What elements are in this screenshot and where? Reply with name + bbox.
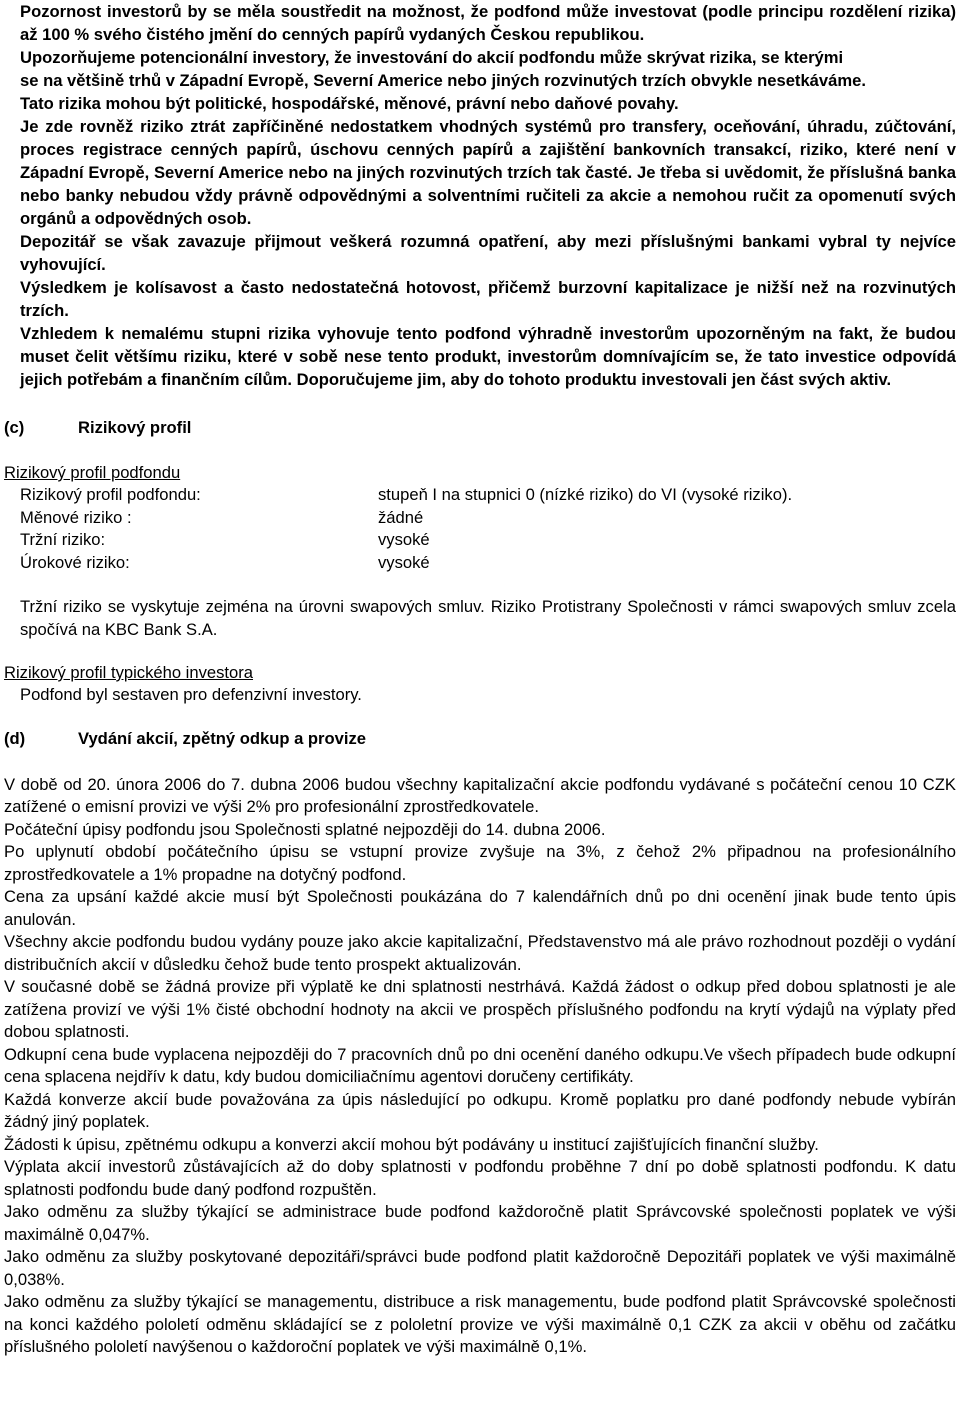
paragraph: Výplata akcií investorů zůstávajících až do doby splatnosti v podfondu proběhne 7 dní po době splatnosti podfondu. K datu splatnosti podfondu bude daný podfond rozpuštěn. <box>4 1157 956 1199</box>
row-key: Měnové riziko : <box>20 507 132 527</box>
table-row <box>20 507 956 530</box>
table-row <box>20 484 956 507</box>
section-number: (d) <box>4 728 26 748</box>
row-value: vysoké <box>378 552 430 572</box>
risk-profile-heading: Rizikový profil podfondu <box>4 463 181 482</box>
table-row <box>20 529 956 552</box>
paragraph: Upozorňujeme potencionální investory, že investování do akcií podfondu může skrývat rizika, se kterými <box>20 48 844 67</box>
section-number: (c) <box>4 418 25 437</box>
paragraph: Po uplynutí období počátečního úpisu se vstupní provize zvyšuje na 3%, z čehož 2% připadnou na profesionálního zprostředkovatele a 1% propadne na dotyčný podfond. <box>4 842 956 884</box>
paragraph: se na většině trhů v Západní Evropě, Severní Americe nebo jiných rozvinutých trzích obvykle nesetkáváme. <box>20 71 866 90</box>
paragraph: Pozornost investorů by se měla soustředit na možnost, že podfond může investovat (podle principu rozdělení rizika) až 100 % svého čistého jmění do cenných papírů vydaných Českou republikou. <box>20 2 956 44</box>
row-key: Tržní riziko: <box>20 530 106 549</box>
table-row <box>20 552 956 575</box>
paragraph: Žádosti k úpisu, zpětnému odkupu a konverzi akcií mohou být podávány u institucí zajišťujících finanční služby. <box>4 1134 819 1154</box>
paragraph: Odkupní cena bude vyplacena nejpozději do 7 pracovních dnů po dni ocenění daného odkupu.Ve všech případech bude odkupní cena splacena nejdřív k datu, kdy budou domiciliačnímu agentovi doručeny certifikáty. <box>4 1044 956 1086</box>
paragraph: Jako odměnu za služby poskytované depozitáři/správci bude podfond platit každoročně Depozitáři poplatek ve výši maximálně 0,038%. <box>4 1247 956 1289</box>
typical-investor-heading: Rizikový profil typického investora <box>4 663 254 682</box>
paragraph: Je zde rovněž riziko ztrát zapříčiněné nedostatkem vhodných systémů pro transfery, oceňování, úhradu, zúčtování, proces registrace cenných papírů, úschovu cenných papírů a zajištění bankovních transakcí, riziko, které není v Západní Evropě, Severní Americe nebo na jiných rozvinutých trzích tak časté. Je třeba si uvědomit, že příslušná banka nebo banky nebudou vždy právně odpovědnými a solventními ručiteli za akcie a nemohou ručit za opomenutí svých orgánů a odpovědných osob. <box>20 117 956 228</box>
section-title: Vydání akcií, zpětný odkup a provize <box>78 728 367 748</box>
paragraph: V současné době se žádná provize při výplatě ke dni splatnosti nestrhává. Každá žádost o odkup před dobou splatnosti je ale zatížena provizí ve výši 1% čisté obchodní hodnoty na akcii ve prospěch příslušného podfondu na krytí výdajů na výplaty před dobou splatnosti. <box>4 977 956 1041</box>
paragraph: Počáteční úpisy podfondu jsou Společnosti splatné nejpozději do 14. dubna 2006. <box>4 819 606 839</box>
row-key: Rizikový profil podfondu: <box>20 485 201 504</box>
paragraph: Vzhledem k nemalému stupni rizika vyhovuje tento podfond výhradně investorům upozorněným na fakt, že budou muset čelit většímu riziku, které v sobě nese tento produkt, investorům domnívajícím se, že tato investice odpovídá jejich potřebám a finančním cílům. Doporučujeme jim, aby do tohoto produktu investovali jen část svých aktiv. <box>20 324 956 389</box>
section-heading-c <box>4 416 956 439</box>
paragraph: Každá konverze akcií bude považována za úpis následující po odkupu. Kromě poplatku pro dané podfondy nebude vybírán žádný jiný poplatek. <box>4 1089 956 1131</box>
paragraph: Cena za upsání každé akcie musí být Společnosti poukázána do 7 kalendářních dnů po dni ocenění jinak bude tento úpis anulován. <box>4 887 956 929</box>
paragraph: Tato rizika mohou být politické, hospodářské, měnové, právní nebo daňové povahy. <box>20 94 679 113</box>
paragraph: Jako odměnu za služby týkající se administrace bude podfond každoročně platit Správcovské společnosti poplatek ve výši maximálně 0,047%. <box>4 1202 956 1244</box>
paragraph: Všechny akcie podfondu budou vydány pouze jako akcie kapitalizační, Představenstvo má ale právo rozhodnout později o vydání distribučních akcií v důsledku čehož bude tento prospekt aktualizován. <box>4 932 956 974</box>
section-title: Rizikový profil <box>78 418 192 437</box>
paragraph: Jako odměnu za služby týkající se managementu, distribuce a risk managementu, bude podfond platit Správcovské společnosti na konci každého pololetí odměnu skládající se z pololetní provize ve výši maximálně 0,1 CZK za akcii v oběhu od začátku příslušného pololetí navýšenou o každoroční poplatek ve výši maximálně 0,1%. <box>4 1292 956 1356</box>
paragraph: V době od 20. února 2006 do 7. dubna 2006 budou všechny kapitalizační akcie podfondu vydávané s počáteční cenou 10 CZK zatížené o emisní provizi ve výši 2% pro profesionální zprostředkovatele. <box>4 774 956 816</box>
risk-warning-block <box>4 0 956 391</box>
section-heading-d <box>4 727 956 750</box>
paragraph: Výsledkem je kolísavost a často nedostatečná hotovost, přičemž burzovní kapitalizace je nižší než na rozvinutých trzích. <box>20 278 956 320</box>
row-value: žádné <box>378 507 424 527</box>
row-value: stupeň I na stupnici 0 (nízké riziko) do VI (vysoké riziko). <box>378 485 793 504</box>
issuance-block <box>4 774 956 1359</box>
market-risk-note: Tržní riziko se vyskytuje zejména na úrovni swapových smluv. Riziko Protistrany Společnosti v rámci swapových smluv zcela spočívá na KBC Bank S.A. <box>20 597 956 639</box>
typical-investor-text: Podfond byl sestaven pro defenzivní investory. <box>20 685 362 704</box>
row-key: Úrokové riziko: <box>20 552 130 572</box>
paragraph: Depozitář se však zavazuje přijmout veškerá rozumná opatření, aby mezi příslušnými bankami vybral ty nejvíce vyhovující. <box>20 232 956 274</box>
row-value: vysoké <box>378 530 430 549</box>
risk-profile-table <box>4 484 956 574</box>
